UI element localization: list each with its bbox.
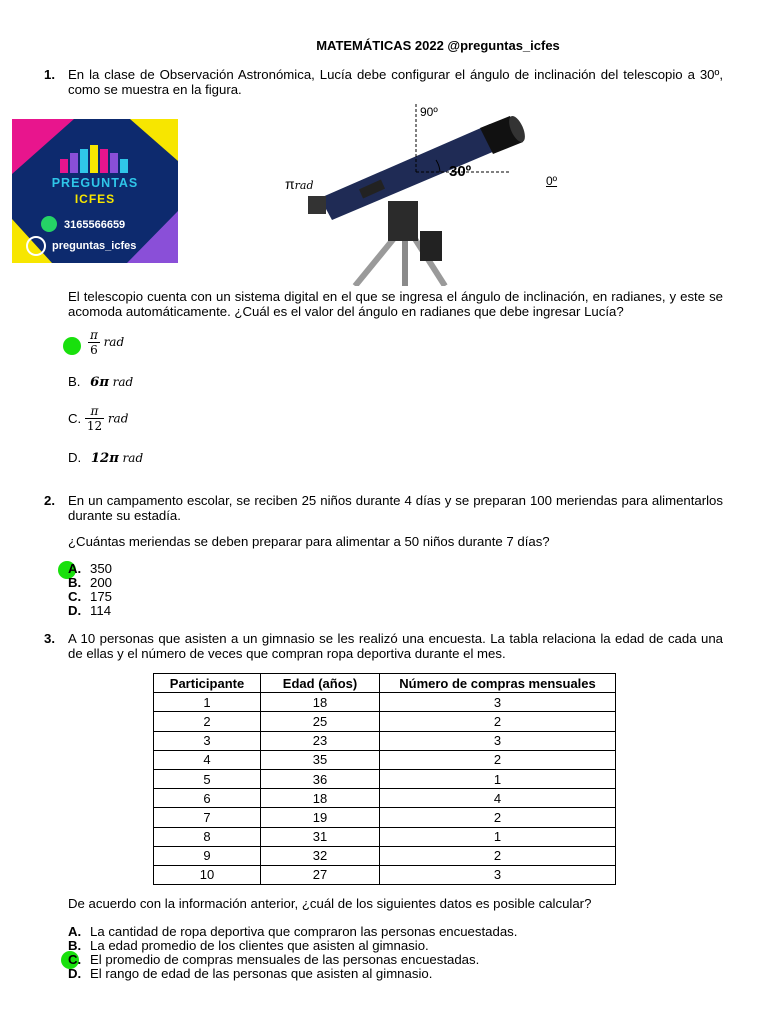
- table-cell: 4: [154, 750, 261, 769]
- q3-option-b-text: La edad promedio de los clientes que asisten al gimnasio.: [90, 938, 429, 953]
- table-cell: 10: [154, 865, 261, 884]
- q1-option-d-value: 12π: [90, 451, 119, 466]
- question-2-number: 2.: [44, 493, 55, 508]
- question-1-number: 1.: [44, 67, 55, 82]
- table-row: [154, 865, 616, 884]
- table-cell: 5: [154, 769, 261, 788]
- table-cell: 1: [154, 693, 261, 712]
- question-3-text: A 10 personas que asisten a un gimnasio se les realizó una encuesta. La tabla relaciona la edad de cada una de ellas y el número de veces que compran ropa deportiva durante el mes.: [68, 631, 723, 661]
- table-cell: 27: [261, 865, 380, 884]
- table-cell: 2: [154, 712, 261, 731]
- q2-option-d-letter: D.: [68, 603, 82, 618]
- q2-option-a[interactable]: [68, 562, 112, 576]
- label-30-degrees: 30º: [449, 163, 472, 180]
- table-cell: 3: [380, 865, 616, 884]
- table-cell: 2: [380, 712, 616, 731]
- q1-option-b-value: 6π: [90, 375, 109, 390]
- q3-option-d-letter: D.: [68, 966, 82, 981]
- fraction-denominator: 12: [86, 419, 103, 433]
- table-row: [154, 789, 616, 808]
- question-2-prompt: ¿Cuántas meriendas se deben preparar para alimentar a 50 niños durante 7 días?: [68, 534, 550, 549]
- q2-option-a-text: 350: [90, 561, 113, 576]
- table-cell: 3: [154, 731, 261, 750]
- table-cell: 3: [380, 731, 616, 750]
- table-row: [154, 769, 616, 788]
- q2-option-d-text: 114: [90, 603, 112, 618]
- q2-options: [68, 562, 112, 618]
- survey-table: [153, 673, 616, 885]
- q1-option-a-fraction: [88, 328, 100, 357]
- table-cell: 7: [154, 808, 261, 827]
- table-cell: 1: [380, 827, 616, 846]
- table-header-cell: Participante: [154, 674, 261, 693]
- question-2-text: En un campamento escolar, se reciben 25 niños durante 4 días y se preparan 100 meriendas para alimentarlos durante su estadía.: [68, 493, 723, 523]
- table-cell: 23: [261, 731, 380, 750]
- q3-option-b[interactable]: [68, 939, 517, 953]
- table-cell: 19: [261, 808, 380, 827]
- q2-option-a-letter: A.: [68, 561, 82, 576]
- table-row: [154, 712, 616, 731]
- label-pi-rad: [285, 176, 314, 192]
- q1-option-c[interactable]: [68, 404, 128, 433]
- table-header-cell: Edad (años): [261, 674, 380, 693]
- q1-option-c-letter: C.: [68, 411, 82, 426]
- table-cell: 18: [261, 789, 380, 808]
- q1-option-b-unit: rad: [112, 375, 134, 389]
- table-cell: 35: [261, 750, 380, 769]
- table-row: [154, 731, 616, 750]
- q1-option-c-fraction: [85, 404, 104, 433]
- q3-option-c[interactable]: [68, 953, 517, 967]
- table-cell: 6: [154, 789, 261, 808]
- q1-option-d-letter: D.: [68, 450, 82, 465]
- q3-option-c-letter: C.: [68, 952, 82, 967]
- preguntas-icfes-logo: [12, 119, 178, 263]
- q3-option-d[interactable]: [68, 967, 517, 981]
- table-row: [154, 808, 616, 827]
- label-90-degrees: 90º: [420, 105, 438, 119]
- table-header-cell: Número de compras mensuales: [380, 674, 616, 693]
- q2-option-c[interactable]: [68, 590, 112, 604]
- logo-phone: 3165566659: [64, 219, 126, 231]
- q3-option-b-letter: B.: [68, 938, 82, 953]
- table-cell: 2: [380, 808, 616, 827]
- table-row: [154, 750, 616, 769]
- fraction-denominator: 6: [90, 343, 98, 357]
- table-cell: 1: [380, 769, 616, 788]
- fraction-numerator: π: [85, 404, 104, 419]
- question-1-prompt: El telescopio cuenta con un sistema digital en el que se ingresa el ángulo de inclinación, en radianes, y este se acomoda automáticamente. ¿Cuál es el valor del ángulo en radianes que debe ingresar Lucía?: [68, 289, 723, 319]
- table-cell: 32: [261, 846, 380, 865]
- question-3-number: 3.: [44, 631, 55, 646]
- q1-option-b[interactable]: [68, 374, 133, 390]
- table-cell: 2: [380, 750, 616, 769]
- label-0-degrees: 0º: [546, 174, 558, 188]
- q2-option-b-letter: B.: [68, 575, 82, 590]
- logo-line2: ICFES: [74, 192, 116, 206]
- q2-option-c-letter: C.: [68, 589, 82, 604]
- q3-option-d-text: El rango de edad de las personas que asisten al gimnasio.: [90, 966, 433, 981]
- q3-option-a-letter: A.: [68, 924, 82, 939]
- q1-option-c-unit: rad: [107, 411, 129, 426]
- q1-option-d-unit: rad: [122, 451, 144, 465]
- table-row: [154, 846, 616, 865]
- question-1-text: En la clase de Observación Astronómica, Lucía debe configurar el ángulo de inclinación del telescopio a 30º, como se muestra en la figura.: [68, 67, 723, 97]
- table-row: [154, 827, 616, 846]
- question-3-prompt: De acuerdo con la información anterior, ¿cuál de los siguientes datos es posible calcular?: [68, 896, 592, 911]
- q3-option-a[interactable]: [68, 925, 517, 939]
- q2-option-b[interactable]: [68, 576, 112, 590]
- q3-option-c-text: El promedio de compras mensuales de las personas encuestadas.: [90, 952, 480, 967]
- table-cell: 4: [380, 789, 616, 808]
- label-rad: rad: [294, 179, 314, 192]
- q3-option-a-text: La cantidad de ropa deportiva que compraron las personas encuestadas.: [90, 924, 518, 939]
- table-cell: 31: [261, 827, 380, 846]
- q2-option-d[interactable]: [68, 604, 112, 618]
- fraction-numerator: π: [90, 328, 98, 342]
- q2-option-c-text: 175: [90, 589, 113, 604]
- label-pi: π: [285, 176, 295, 192]
- q1-option-b-letter: B.: [68, 374, 81, 389]
- table-cell: 2: [380, 846, 616, 865]
- table-cell: 8: [154, 827, 261, 846]
- q1-option-a-unit: rad: [103, 334, 125, 349]
- logo-line1: PREGUNTAS: [51, 176, 139, 190]
- table-row: [154, 693, 616, 712]
- page-title: MATEMÁTICAS 2022 @preguntas_icfes: [316, 38, 560, 53]
- logo-handle: preguntas_icfes: [52, 240, 137, 252]
- table-cell: 9: [154, 846, 261, 865]
- q1-option-d[interactable]: [68, 450, 143, 466]
- table-cell: 3: [380, 693, 616, 712]
- telescope-figure: [280, 96, 580, 286]
- q2-option-b-text: 200: [90, 575, 113, 590]
- table-cell: 25: [261, 712, 380, 731]
- q1-option-a[interactable]: [88, 328, 124, 357]
- answer-marker-q1: [63, 337, 81, 355]
- table-cell: 36: [261, 769, 380, 788]
- table-header-row: [154, 674, 616, 693]
- q3-options: [68, 925, 517, 981]
- table-cell: 18: [261, 693, 380, 712]
